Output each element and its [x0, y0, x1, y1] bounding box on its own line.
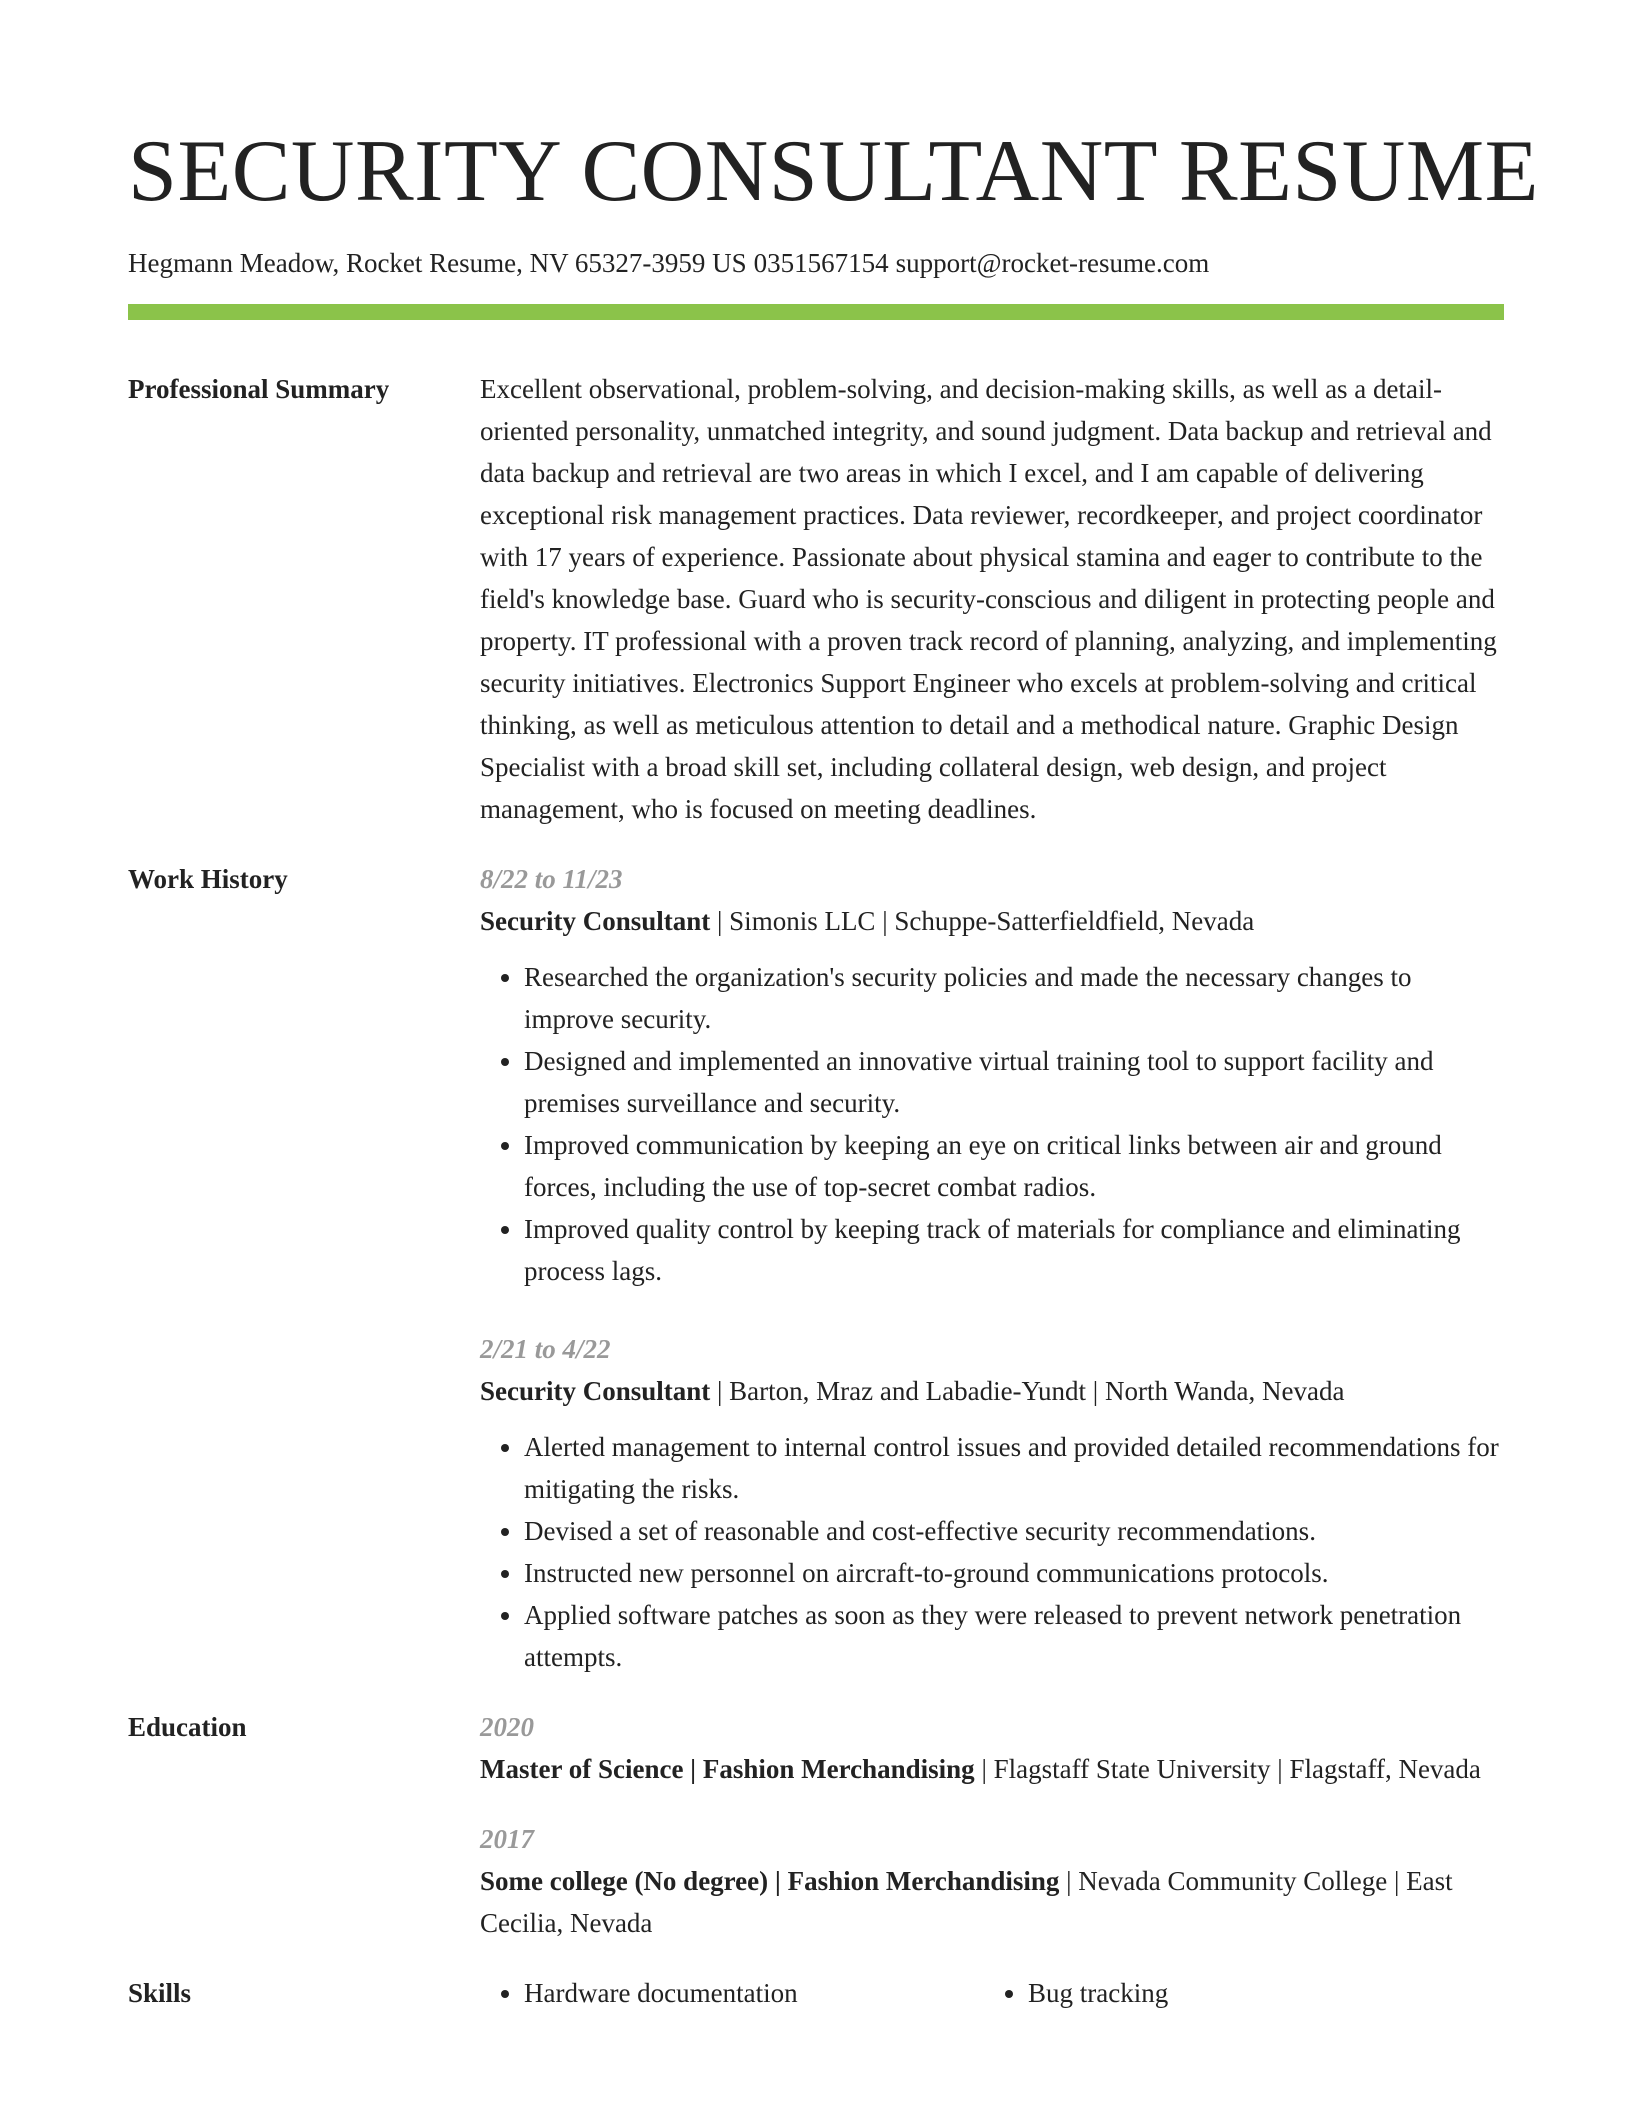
job-bullets [480, 1426, 1504, 1678]
job-details: | Simonis LLC | Schuppe-Satterfieldfield, Nevada [710, 906, 1255, 936]
job-dates: 8/22 to 11/23 [480, 864, 623, 894]
degree-entry [480, 1706, 1504, 1790]
job-bullet: • Improved communication by keeping an eye on critical links between air and ground forces, including the use of top-secret combat radios. [524, 1124, 1504, 1208]
contact-line [128, 246, 1504, 280]
job-dates: 2/21 to 4/22 [480, 1334, 611, 1364]
contact-email: support@rocket-resume.com [895, 248, 1210, 278]
job-bullet: • Improved quality control by keeping track of materials for compliance and eliminating process lags. [524, 1208, 1504, 1292]
job-entry [480, 1328, 1504, 1678]
summary-section [128, 368, 1504, 830]
job-header [480, 900, 1504, 942]
skills-list-left [480, 1972, 984, 2014]
job-title: Security Consultant [480, 1376, 711, 1406]
job-bullets [480, 956, 1504, 1292]
work-history-section [128, 858, 1504, 1678]
skill-item: • Hardware documentation [524, 1972, 984, 2014]
degree-name: Master of Science | Fashion Merchandising [480, 1754, 975, 1784]
job-bullet: • Devised a set of reasonable and cost-effective security recommendations. [524, 1510, 1504, 1552]
education-label: Education [128, 1712, 247, 1742]
education-section [128, 1706, 1504, 1944]
skills-columns [480, 1972, 1504, 2014]
contact-phone: 0351567154 [753, 248, 889, 278]
degree-details: | Flagstaff State University | Flagstaff, Nevada [974, 1754, 1481, 1784]
resume-page [128, 0, 1539, 2014]
degree-details: | Nevada Community College | East Cecilia, Nevada [480, 1866, 1453, 1938]
skills-list-right [984, 1972, 1548, 2014]
job-header [480, 1370, 1504, 1412]
degree-name: Some college (No degree) | Fashion Merchandising [480, 1866, 1060, 1896]
job-bullet: • Designed and implemented an innovative virtual training tool to support facility and premises surveillance and security. [524, 1040, 1504, 1124]
degree-header [480, 1748, 1504, 1790]
skills-section [128, 1972, 1504, 2014]
degree-entry [480, 1818, 1504, 1944]
work-history-label: Work History [128, 864, 288, 894]
job-entry [480, 858, 1504, 1292]
resume-title: SECURITY CONSULTANT RESUME [128, 123, 1539, 220]
contact-address: Hegmann Meadow, Rocket Resume, NV 65327-3959 US [128, 248, 747, 278]
header-divider [128, 304, 1504, 320]
degree-year: 2020 [480, 1712, 534, 1742]
summary-text: Excellent observational, problem-solving, and decision-making skills, as well as a detail-oriented personality, unmatched integrity, and sound judgment. Data backup and retrieval and data backup and retrieval are two areas in which I excel, and I am capable of delivering exceptional risk management practices. Data reviewer, recordkeeper, and project coordinator with 17 years of experience. Passionate about physical stamina and eager to contribute to the field's knowledge base. Guard who is security-conscious and diligent in protecting people and property. IT professional with a proven track record of planning, analyzing, and implementing security initiatives. Electronics Support Engineer who excels at problem-solving and critical thinking, as well as meticulous attention to detail and a methodical nature. Graphic Design Specialist with a broad skill set, including collateral design, web design, and project management, who is focused on meeting deadlines. [480, 374, 1497, 824]
summary-label: Professional Summary [128, 374, 390, 404]
job-title: Security Consultant [480, 906, 711, 936]
skill-item: • Bug tracking [1028, 1972, 1548, 2014]
job-details: | Barton, Mraz and Labadie-Yundt | North Wanda, Nevada [710, 1376, 1345, 1406]
job-bullet: • Instructed new personnel on aircraft-to-ground communications protocols. [524, 1552, 1504, 1594]
job-bullet: • Researched the organization's security policies and made the necessary changes to improve security. [524, 956, 1504, 1040]
degree-header [480, 1860, 1504, 1944]
degree-year: 2017 [480, 1824, 534, 1854]
job-bullet: • Alerted management to internal control issues and provided detailed recommendations for mitigating the risks. [524, 1426, 1504, 1510]
skills-label: Skills [128, 1978, 192, 2008]
job-bullet: • Applied software patches as soon as they were released to prevent network penetration attempts. [524, 1594, 1504, 1678]
